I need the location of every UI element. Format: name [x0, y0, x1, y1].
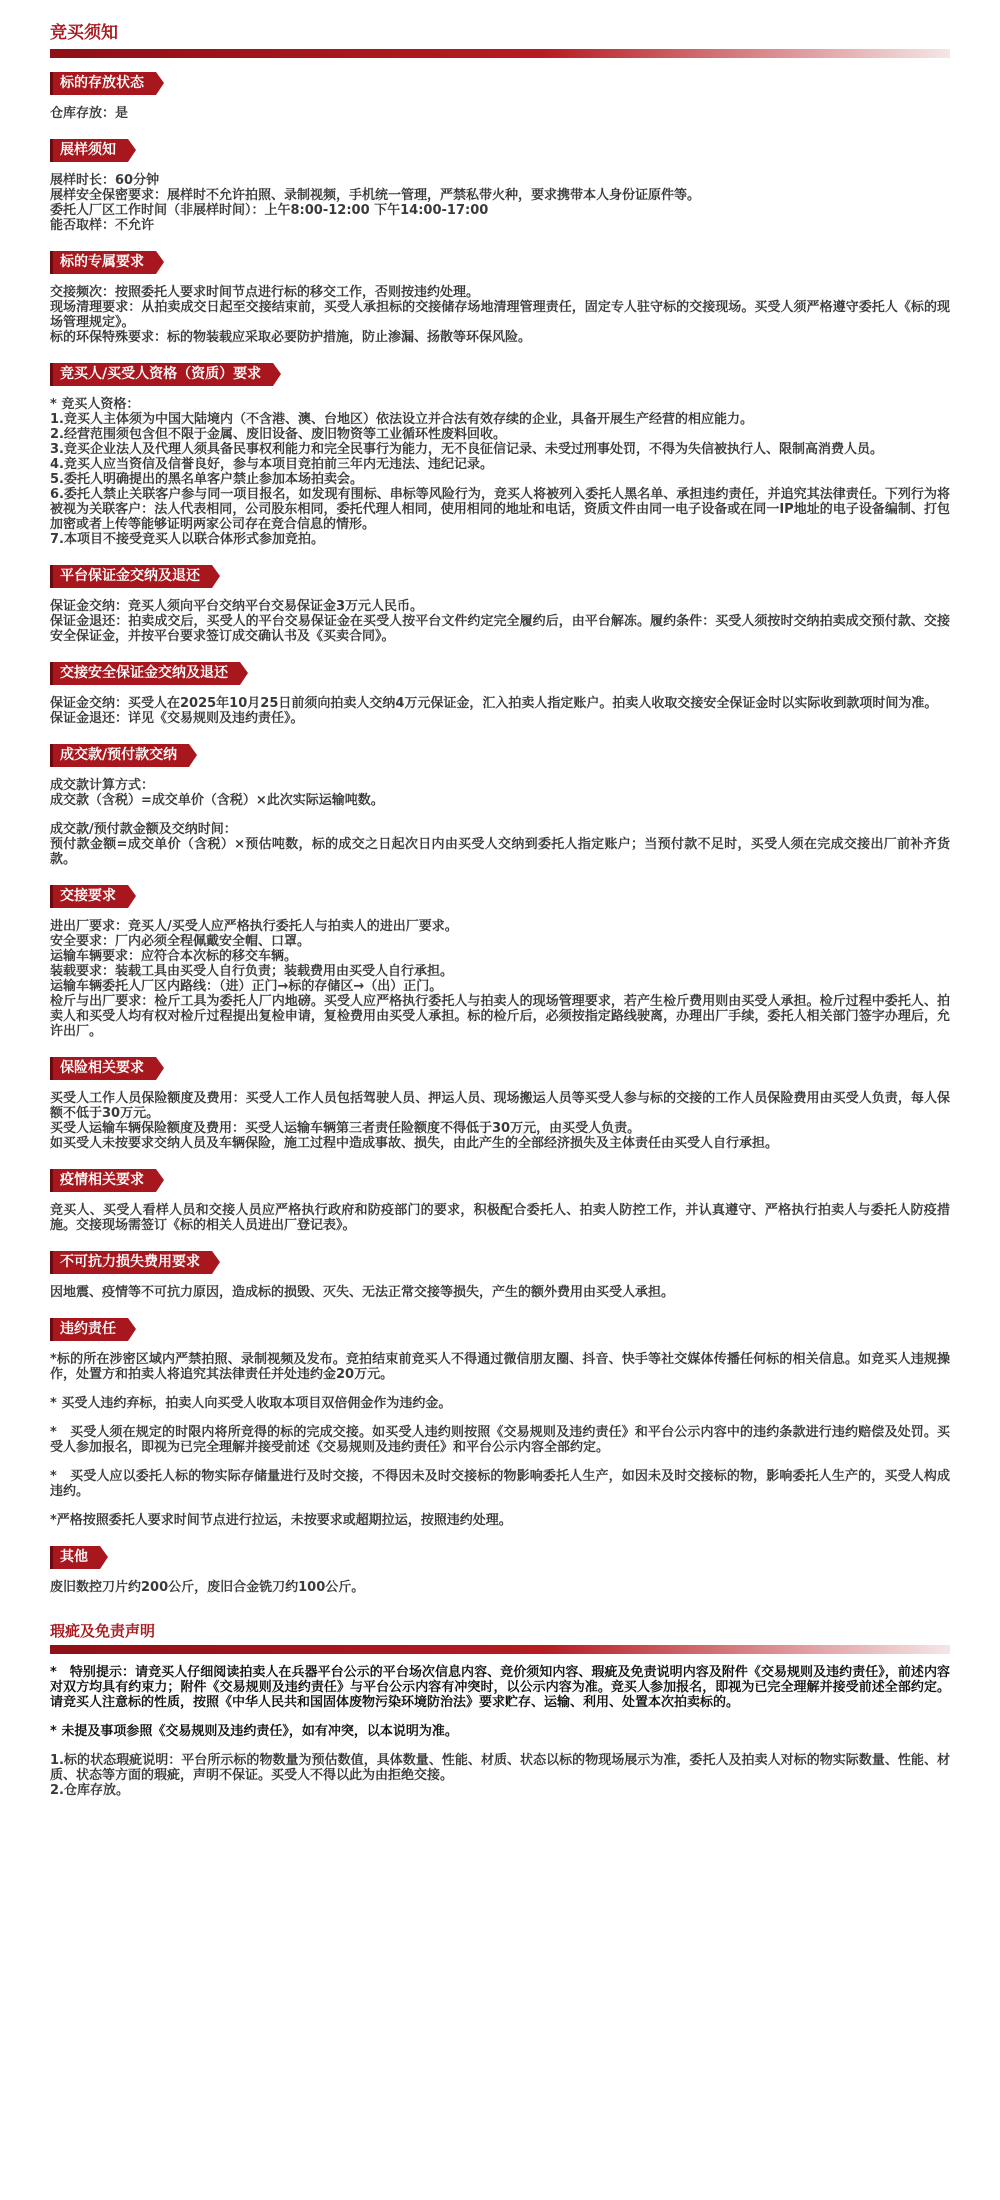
- section-line: 成交款/预付款金额及交纳时间：: [50, 822, 237, 837]
- section-label: 交接安全保证金交纳及退还: [50, 662, 240, 685]
- section-line: 2.经营范围须包含但不限于金属、废旧设备、废旧物资等工业循环性废料回收。: [50, 427, 506, 442]
- notice-sections: [50, 72, 950, 1595]
- section-label: 平台保证金交纳及退还: [50, 565, 212, 588]
- section-label: 保险相关要求: [50, 1057, 156, 1080]
- section-body: [50, 1091, 950, 1151]
- section-line: 进出厂要求：竞买人/买受人应严格执行委托人与拍卖人的进出厂要求。: [50, 919, 458, 934]
- section-line: 保证金交纳：竞买人须向平台交纳平台交易保证金3万元人民币。: [50, 599, 424, 614]
- section-body: [50, 1203, 950, 1233]
- notice-section: [50, 1546, 950, 1595]
- section-line: 能否取样：不允许: [50, 218, 155, 233]
- disclaimer-line: 2.仓库存放。: [50, 1783, 129, 1798]
- section-line: 安全要求：厂内必须全程佩戴安全帽、口罩。: [50, 934, 311, 949]
- section-line: * 买受人须在规定的时限内将所竞得的标的完成交接。如买受人违约则按照《交易规则及违约责任》和平台公示内容中的违约条款进行违约赔偿及处罚。买受人参加报名，即视为已完全理解并接受前述《交易规则及违约责任》和平台公示内容全部约定。: [50, 1425, 950, 1455]
- notice-section: [50, 565, 950, 644]
- disclaimer-title: 瑕疵及免责声明: [50, 1622, 156, 1640]
- notice-section: [50, 1251, 950, 1300]
- section-body: [50, 1285, 950, 1300]
- section-line: 标的环保特殊要求：标的物装载应采取必要防护措施，防止渗漏、扬散等环保风险。: [50, 330, 532, 345]
- section-line: *严格按照委托人要求时间节点进行拉运，未按要求或超期拉运，按照违约处理。: [50, 1513, 512, 1528]
- section-line: 预付款金额=成交单价（含税）×预估吨数，标的成交之日起次日内由买受人交纳到委托人指定账户；当预付款不足时，买受人须在完成交接出厂前补齐货款。: [50, 837, 950, 867]
- section-label: 交接要求: [50, 885, 128, 908]
- section-body: [50, 696, 950, 726]
- section-line: 委托人厂区工作时间（非展样时间）：上午8:00-12:00 下午14:00-17:00: [50, 203, 489, 218]
- section-body: [50, 1352, 950, 1528]
- paragraph-gap: [50, 1411, 950, 1425]
- section-body: [50, 397, 950, 547]
- section-line: * 买受人应以委托人标的物实际存储量进行及时交接，不得因未及时交接标的物影响委托人生产，如因未及时交接标的物，影响委托人生产的，买受人构成违约。: [50, 1469, 950, 1499]
- paragraph-gap: [50, 1710, 950, 1724]
- section-line: 运输车辆要求：应符合本次标的移交车辆。: [50, 949, 298, 964]
- notice-section: [50, 744, 950, 867]
- section-body: [50, 106, 950, 121]
- section-line: 如买受人未按要求交纳人员及车辆保险，施工过程中造成事故、损失，由此产生的全部经济损失及主体责任由买受人自行承担。: [50, 1136, 779, 1151]
- section-line: 保证金退还：拍卖成交后，买受人的平台交易保证金在买受人按平台文件约定完全履约后，由平台解冻。履约条件：买受人须按时交纳拍卖成交预付款、交接安全保证金，并按平台要求签订成交确认书及《买卖合同》。: [50, 614, 950, 644]
- disclaimer-line: 1.标的状态瑕疵说明：平台所示标的物数量为预估数值，具体数量、性能、材质、状态以标的物现场展示为准，委托人及拍卖人对标的物实际数量、性能、材质、状态等方面的瑕疵，声明不保证。买受人不得以此为由拒绝交接。: [50, 1753, 950, 1783]
- section-label: 不可抗力损失费用要求: [50, 1251, 212, 1274]
- notice-section: [50, 251, 950, 345]
- page-header: [50, 0, 950, 58]
- page-title: 竞买须知: [50, 23, 118, 43]
- section-line: 交接频次：按照委托人要求时间节点进行标的移交工作，否则按违约处理。: [50, 285, 480, 300]
- disclaimer-divider: [50, 1645, 950, 1654]
- disclaimer-line: * 未提及事项参照《交易规则及违约责任》，如有冲突，以本说明为准。: [50, 1724, 458, 1739]
- notice-section: [50, 363, 950, 547]
- title-divider: [50, 49, 950, 58]
- section-line: * 买受人违约弃标，拍卖人向买受人收取本项目双倍佣金作为违约金。: [50, 1396, 452, 1411]
- section-line: 7.本项目不接受竞买人以联合体形式参加竞拍。: [50, 532, 324, 547]
- section-line: 5.委托人明确提出的黑名单客户禁止参加本场拍卖会。: [50, 472, 363, 487]
- section-line: 4.竞买人应当资信及信誉良好，参与本项目竞拍前三年内无违法、违纪记录。: [50, 457, 493, 472]
- section-label: 其他: [50, 1546, 100, 1569]
- section-line: 买受人工作人员保险额度及费用：买受人工作人员包括驾驶人员、押运人员、现场搬运人员等买受人参与标的交接的工作人员保险费用由买受人负责，每人保额不低于30万元。: [50, 1091, 950, 1121]
- paragraph-gap: [50, 1499, 950, 1513]
- notice-section: [50, 72, 950, 121]
- notice-section: [50, 1057, 950, 1151]
- section-line: *标的所在涉密区域内严禁拍照、录制视频及发布。竞拍结束前竞买人不得通过微信朋友圈、抖音、快手等社交媒体传播任何标的相关信息。如竞买人违规操作，处置方和拍卖人将追究其法律责任并处违约金20万元。: [50, 1352, 950, 1382]
- section-label: 成交款/预付款交纳: [50, 744, 189, 767]
- section-label: 疫情相关要求: [50, 1169, 156, 1192]
- section-line: 展样时长：60分钟: [50, 173, 160, 188]
- section-label: 竞买人/买受人资格（资质）要求: [50, 363, 273, 386]
- section-line: 展样安全保密要求：展样时不允许拍照、录制视频，手机统一管理，严禁私带火种，要求携带本人身份证原件等。: [50, 188, 701, 203]
- disclaimer-section: [50, 1621, 950, 1798]
- section-line: 运输车辆委托人厂区内路线：（进）正门→标的存储区→（出）正门。: [50, 979, 443, 994]
- section-line: 废旧数控刀片约200公斤，废旧合金铣刀约100公斤。: [50, 1580, 365, 1595]
- section-line: 因地震、疫情等不可抗力原因，造成标的损毁、灭失、无法正常交接等损失，产生的额外费用由买受人承担。: [50, 1285, 675, 1300]
- section-line: 装载要求：装载工具由买受人自行负责；装载费用由买受人自行承担。: [50, 964, 454, 979]
- paragraph-gap: [50, 1382, 950, 1396]
- section-label: 违约责任: [50, 1318, 128, 1341]
- section-line: 成交款（含税）=成交单价（含税）×此次实际运输吨数。: [50, 793, 384, 808]
- disclaimer-line: * 特别提示：请竞买人仔细阅读拍卖人在兵器平台公示的平台场次信息内容、竞价须知内容、瑕疵及免责说明内容及附件《交易规则及违约责任》，前述内容对双方均具有约束力；附件《交易规则及违约责任》与平台公示内容有冲突时，以公示内容为准。竞买人参加报名，即视为已完全理解并接受前述全部约定。请竞买人注意标的性质，按照《中华人民共和国固体废物污染环境防治法》要求贮存、运输、利用、处置本次拍卖标的。: [50, 1665, 950, 1710]
- section-label: 展样须知: [50, 139, 128, 162]
- disclaimer-body: [50, 1665, 950, 1798]
- section-body: [50, 1580, 950, 1595]
- notice-section: [50, 1169, 950, 1233]
- section-line: 现场清理要求：从拍卖成交日起至交接结束前，买受人承担标的交接储存场地清理管理责任，固定专人驻守标的交接现场。买受人须严格遵守委托人《标的现场管理规定》。: [50, 300, 950, 330]
- section-line: 1.竞买人主体须为中国大陆境内（不含港、澳、台地区）依法设立并合法有效存续的企业，具备开展生产经营的相应能力。: [50, 412, 753, 427]
- section-body: [50, 173, 950, 233]
- section-line: 6.委托人禁止关联客户参与同一项目报名，如发现有围标、串标等风险行为，竞买人将被列入委托人黑名单、承担违约责任，并追究其法律责任。下列行为将被视为关联客户：法人代表相同，公司股东相同，委托代理人相同，使用相同的地址和电话，资质文件由同一电子设备或在同一IP地址的电子设备编制、打包加密或者上传等能够证明两家公司存在竞合信息的情形。: [50, 487, 950, 532]
- section-line: 成交款计算方式：: [50, 778, 155, 793]
- section-line: 保证金交纳：买受人在2025年10月25日前须向拍卖人交纳4万元保证金，汇入拍卖人指定账户。拍卖人收取交接安全保证金时以实际收到款项时间为准。: [50, 696, 938, 711]
- paragraph-gap: [50, 1739, 950, 1753]
- section-line: 3.竞买企业法人及代理人须具备民事权利能力和完全民事行为能力，无不良征信记录、未受过刑事处罚，不得为失信被执行人、限制高消费人员。: [50, 442, 883, 457]
- section-line: * 竞买人资格：: [50, 397, 140, 412]
- section-body: [50, 919, 950, 1039]
- notice-section: [50, 139, 950, 233]
- section-body: [50, 778, 950, 867]
- section-body: [50, 285, 950, 345]
- section-label: 标的存放状态: [50, 72, 156, 95]
- section-line: 检斤与出厂要求：检斤工具为委托人厂内地磅。买受人应严格执行委托人与拍卖人的现场管理要求，若产生检斤费用则由买受人承担。检斤过程中委托人、拍卖人和买受人均有权对检斤过程提出复检申请，复检费用由买受人承担。标的检斤后，必须按指定路线驶离，办理出厂手续，委托人相关部门签字办理后，允许出厂。: [50, 994, 950, 1039]
- section-line: 仓库存放：是: [50, 106, 129, 121]
- section-line: 竞买人、买受人看样人员和交接人员应严格执行政府和防疫部门的要求，积极配合委托人、拍卖人防控工作，并认真遵守、严格执行拍卖人与委托人防疫措施。交接现场需签订《标的相关人员进出厂登记表》。: [50, 1203, 950, 1233]
- section-body: [50, 599, 950, 644]
- notice-section: [50, 885, 950, 1039]
- notice-section: [50, 662, 950, 726]
- paragraph-gap: [50, 1455, 950, 1469]
- section-line: 保证金退还：详见《交易规则及违约责任》。: [50, 711, 304, 726]
- section-line: 买受人运输车辆保险额度及费用：买受人运输车辆第三者责任险额度不得低于30万元，由买受人负责。: [50, 1121, 641, 1136]
- paragraph-gap: [50, 808, 950, 822]
- notice-section: [50, 1318, 950, 1528]
- section-label: 标的专属要求: [50, 251, 156, 274]
